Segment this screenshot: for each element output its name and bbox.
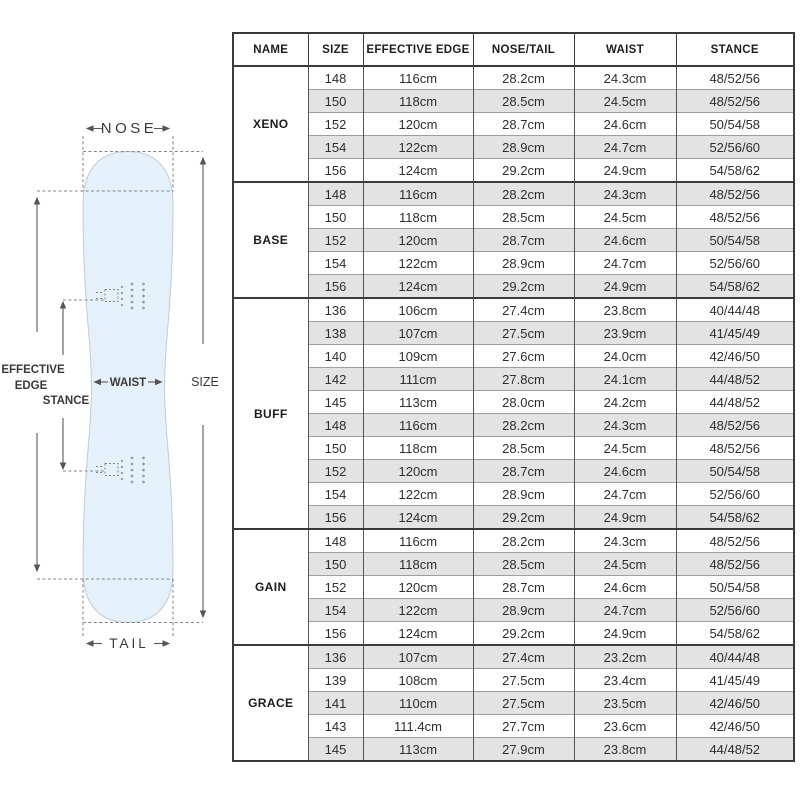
size-cell: 24.5cm (574, 553, 676, 576)
size-cell: 156 (308, 506, 363, 530)
size-cell: 23.9cm (574, 322, 676, 345)
snowboard-diagram (0, 0, 232, 800)
size-cell: 27.4cm (473, 645, 574, 669)
size-cell: 138 (308, 322, 363, 345)
size-cell: 120cm (363, 576, 473, 599)
size-cell: 111.4cm (363, 715, 473, 738)
size-cell: 24.5cm (574, 437, 676, 460)
size-cell: 28.9cm (473, 136, 574, 159)
size-cell: 50/54/58 (676, 229, 794, 252)
size-cell: 48/52/56 (676, 414, 794, 437)
size-cell: 48/52/56 (676, 553, 794, 576)
size-cell: 24.0cm (574, 345, 676, 368)
size-cell: 28.7cm (473, 229, 574, 252)
size-cell: 152 (308, 576, 363, 599)
table-row (233, 645, 794, 669)
size-table-container (232, 32, 793, 762)
table-row (233, 113, 794, 136)
size-cell: 145 (308, 738, 363, 762)
size-cell: 28.9cm (473, 483, 574, 506)
size-cell: 24.9cm (574, 506, 676, 530)
size-cell: 24.5cm (574, 90, 676, 113)
table-row (233, 576, 794, 599)
size-cell: 28.5cm (473, 437, 574, 460)
size-cell: 24.1cm (574, 368, 676, 391)
size-cell: 116cm (363, 182, 473, 206)
size-cell: 28.5cm (473, 553, 574, 576)
size-cell: 148 (308, 529, 363, 553)
size-cell: 23.6cm (574, 715, 676, 738)
table-row (233, 252, 794, 275)
size-cell: 107cm (363, 645, 473, 669)
size-cell: 24.2cm (574, 391, 676, 414)
size-cell: 23.5cm (574, 692, 676, 715)
size-table (232, 32, 795, 762)
size-cell: 52/56/60 (676, 252, 794, 275)
size-cell: 150 (308, 90, 363, 113)
size-cell: 136 (308, 298, 363, 322)
size-cell: 120cm (363, 229, 473, 252)
size-cell: 118cm (363, 206, 473, 229)
nose-label: NOSE (100, 120, 158, 137)
table-row (233, 159, 794, 183)
size-cell: 48/52/56 (676, 66, 794, 90)
size-cell: 24.7cm (574, 599, 676, 622)
table-row (233, 90, 794, 113)
size-cell: 27.5cm (473, 669, 574, 692)
table-row (233, 298, 794, 322)
size-cell: 145 (308, 391, 363, 414)
stance-label: STANCE (42, 395, 90, 407)
size-cell: 122cm (363, 599, 473, 622)
size-cell: 111cm (363, 368, 473, 391)
size-cell: 24.3cm (574, 414, 676, 437)
size-cell: 23.8cm (574, 298, 676, 322)
size-cell: 54/58/62 (676, 159, 794, 183)
table-row (233, 391, 794, 414)
size-cell: 54/58/62 (676, 506, 794, 530)
size-cell: 116cm (363, 529, 473, 553)
table-row (233, 322, 794, 345)
size-cell: 152 (308, 460, 363, 483)
size-cell: 150 (308, 437, 363, 460)
size-cell: 23.8cm (574, 738, 676, 762)
size-cell: 50/54/58 (676, 460, 794, 483)
size-cell: 44/48/52 (676, 368, 794, 391)
size-cell: 23.2cm (574, 645, 676, 669)
table-row (233, 738, 794, 762)
table-row (233, 483, 794, 506)
size-cell: 107cm (363, 322, 473, 345)
size-cell: 140 (308, 345, 363, 368)
size-cell: 29.2cm (473, 159, 574, 183)
size-cell: 113cm (363, 738, 473, 762)
size-cell: 118cm (363, 437, 473, 460)
size-cell: 141 (308, 692, 363, 715)
size-cell: 154 (308, 252, 363, 275)
table-row (233, 692, 794, 715)
board-name-cell: GAIN (233, 529, 308, 645)
table-row (233, 437, 794, 460)
size-cell: 29.2cm (473, 506, 574, 530)
size-cell: 44/48/52 (676, 738, 794, 762)
size-cell: 124cm (363, 159, 473, 183)
size-cell: 24.5cm (574, 206, 676, 229)
size-cell: 148 (308, 182, 363, 206)
size-cell: 24.9cm (574, 159, 676, 183)
size-cell: 28.2cm (473, 414, 574, 437)
board-name-cell: BUFF (233, 298, 308, 529)
size-cell: 27.9cm (473, 738, 574, 762)
column-header-stance: STANCE (676, 33, 794, 66)
table-row (233, 622, 794, 646)
size-cell: 24.3cm (574, 529, 676, 553)
size-cell: 40/44/48 (676, 298, 794, 322)
size-cell: 52/56/60 (676, 599, 794, 622)
size-cell: 41/45/49 (676, 669, 794, 692)
column-header-size: SIZE (308, 33, 363, 66)
size-cell: 24.6cm (574, 576, 676, 599)
size-cell: 29.2cm (473, 275, 574, 299)
size-cell: 24.3cm (574, 182, 676, 206)
size-cell: 48/52/56 (676, 182, 794, 206)
size-cell: 118cm (363, 90, 473, 113)
column-header-name: NAME (233, 33, 308, 66)
table-row (233, 229, 794, 252)
table-row (233, 599, 794, 622)
size-cell: 156 (308, 622, 363, 646)
size-cell: 124cm (363, 275, 473, 299)
size-cell: 154 (308, 136, 363, 159)
size-cell: 143 (308, 715, 363, 738)
size-cell: 28.7cm (473, 576, 574, 599)
size-cell: 110cm (363, 692, 473, 715)
table-row (233, 182, 794, 206)
size-cell: 42/46/50 (676, 692, 794, 715)
waist-label: WAIST (109, 377, 147, 389)
effective-edge-label-line1: EFFECTIVE (1, 364, 65, 376)
size-label: SIZE (191, 375, 219, 389)
table-row (233, 669, 794, 692)
size-table-body (233, 66, 794, 761)
board-name-cell: XENO (233, 66, 308, 182)
size-cell: 27.4cm (473, 298, 574, 322)
size-cell: 24.9cm (574, 275, 676, 299)
size-cell: 28.7cm (473, 113, 574, 136)
size-cell: 28.2cm (473, 529, 574, 553)
size-cell: 23.4cm (574, 669, 676, 692)
size-cell: 40/44/48 (676, 645, 794, 669)
size-cell: 28.9cm (473, 599, 574, 622)
size-cell: 154 (308, 599, 363, 622)
table-row (233, 529, 794, 553)
size-cell: 150 (308, 206, 363, 229)
size-cell: 28.2cm (473, 182, 574, 206)
size-cell: 142 (308, 368, 363, 391)
table-row (233, 715, 794, 738)
size-cell: 156 (308, 159, 363, 183)
size-cell: 48/52/56 (676, 206, 794, 229)
size-cell: 109cm (363, 345, 473, 368)
table-row (233, 345, 794, 368)
size-cell: 48/52/56 (676, 529, 794, 553)
size-cell: 106cm (363, 298, 473, 322)
table-row (233, 460, 794, 483)
size-cell: 24.7cm (574, 252, 676, 275)
size-cell: 150 (308, 553, 363, 576)
size-cell: 148 (308, 414, 363, 437)
size-cell: 27.6cm (473, 345, 574, 368)
size-cell: 136 (308, 645, 363, 669)
size-cell: 24.7cm (574, 136, 676, 159)
size-cell: 108cm (363, 669, 473, 692)
size-cell: 122cm (363, 136, 473, 159)
size-cell: 24.7cm (574, 483, 676, 506)
table-row (233, 275, 794, 299)
size-cell: 113cm (363, 391, 473, 414)
size-cell: 28.5cm (473, 90, 574, 113)
size-cell: 139 (308, 669, 363, 692)
size-cell: 42/46/50 (676, 715, 794, 738)
size-cell: 124cm (363, 622, 473, 646)
table-row (233, 66, 794, 90)
table-row (233, 414, 794, 437)
size-cell: 24.6cm (574, 229, 676, 252)
size-cell: 27.5cm (473, 322, 574, 345)
size-cell: 24.6cm (574, 113, 676, 136)
size-cell: 54/58/62 (676, 275, 794, 299)
size-cell: 152 (308, 229, 363, 252)
size-cell: 154 (308, 483, 363, 506)
size-cell: 28.0cm (473, 391, 574, 414)
column-header-waist: WAIST (574, 33, 676, 66)
size-cell: 116cm (363, 414, 473, 437)
size-cell: 28.5cm (473, 206, 574, 229)
size-cell: 28.9cm (473, 252, 574, 275)
size-cell: 120cm (363, 460, 473, 483)
table-row (233, 368, 794, 391)
size-cell: 24.6cm (574, 460, 676, 483)
size-cell: 122cm (363, 252, 473, 275)
size-cell: 156 (308, 275, 363, 299)
table-row (233, 136, 794, 159)
size-cell: 50/54/58 (676, 113, 794, 136)
size-cell: 52/56/60 (676, 483, 794, 506)
size-cell: 27.8cm (473, 368, 574, 391)
tail-label: TAIL (109, 636, 149, 651)
size-cell: 124cm (363, 506, 473, 530)
size-cell: 27.7cm (473, 715, 574, 738)
size-cell: 148 (308, 66, 363, 90)
size-cell: 116cm (363, 66, 473, 90)
size-cell: 152 (308, 113, 363, 136)
size-cell: 122cm (363, 483, 473, 506)
table-header-row (233, 33, 794, 66)
board-name-cell: GRACE (233, 645, 308, 761)
size-cell: 44/48/52 (676, 391, 794, 414)
size-cell: 48/52/56 (676, 90, 794, 113)
size-cell: 54/58/62 (676, 622, 794, 646)
size-cell: 27.5cm (473, 692, 574, 715)
size-cell: 120cm (363, 113, 473, 136)
size-cell: 118cm (363, 553, 473, 576)
table-row (233, 553, 794, 576)
size-cell: 41/45/49 (676, 322, 794, 345)
size-cell: 50/54/58 (676, 576, 794, 599)
table-row (233, 506, 794, 530)
effective-edge-label-line2: EDGE (14, 380, 48, 392)
column-header-effective-edge: EFFECTIVE EDGE (363, 33, 473, 66)
table-row (233, 206, 794, 229)
column-header-nose-tail: NOSE/TAIL (473, 33, 574, 66)
size-cell: 24.9cm (574, 622, 676, 646)
size-cell: 52/56/60 (676, 136, 794, 159)
size-cell: 24.3cm (574, 66, 676, 90)
size-cell: 28.2cm (473, 66, 574, 90)
size-cell: 28.7cm (473, 460, 574, 483)
size-cell: 48/52/56 (676, 437, 794, 460)
size-cell: 42/46/50 (676, 345, 794, 368)
board-name-cell: BASE (233, 182, 308, 298)
size-cell: 29.2cm (473, 622, 574, 646)
